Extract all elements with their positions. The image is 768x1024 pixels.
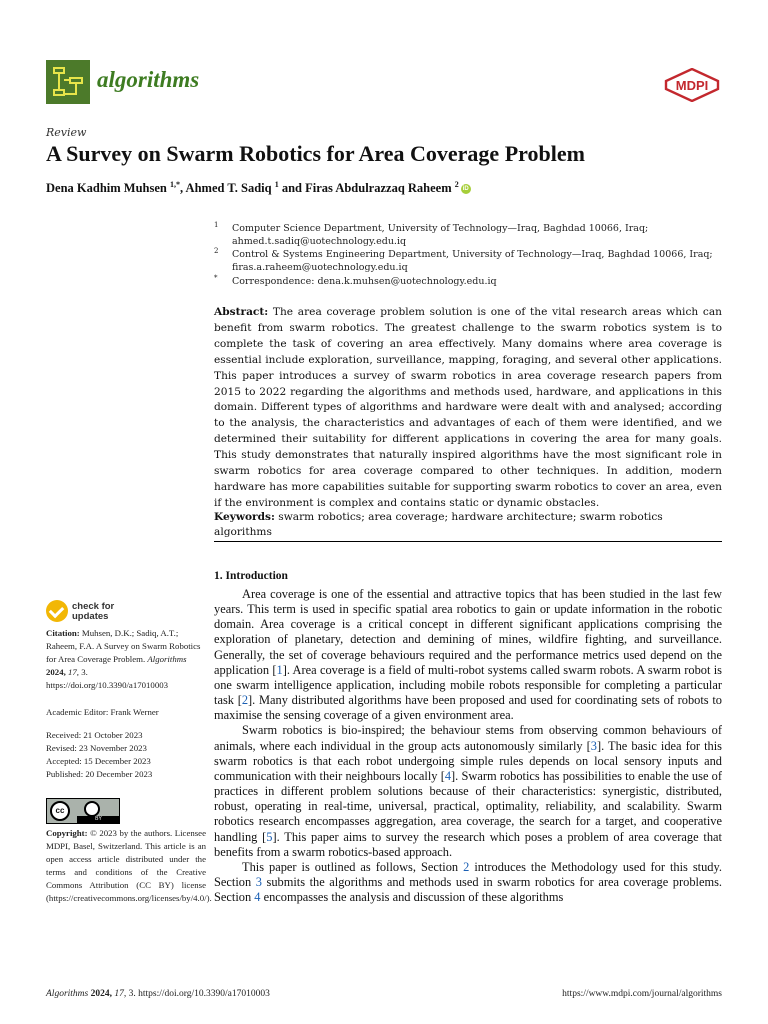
keywords-label: Keywords:	[214, 511, 275, 523]
checkmark-icon	[46, 600, 68, 622]
footer-doi[interactable]: 3. https://doi.org/10.3390/a17010003	[128, 989, 270, 999]
citation-block	[46, 627, 206, 692]
paragraph	[214, 587, 722, 723]
mdpi-logo	[664, 68, 720, 102]
paragraph	[214, 860, 722, 905]
abstract-text: The area coverage problem solution is one of the vital research areas which can benefit from swarm robotics. The greatest challenge to the swarm robotics system is to complete the task of covering an area effectively. Many domains where area coverage is essential include exploration, surveillance, mapping, foraging, and several other applications. This paper introduces a survey of swarm robotics in area coverage research papers from 2015 to 2022 regarding the algorithms and methods used, hardware, and applications in this domain. Different types of algorithms and hardware were dealt with and analysed; according to the analysis, the characteristics and advantages of each of them were identified, and we determined their suitability for different applications in covering the area for many goals. This study demonstrates that naturally inspired algorithms have the most significant role in swarm robotics for area coverage compared to other techniques. In addition, modern hardware has more capabilities suitable for supporting swarm robotics to cover an area, even if the environment is complex and contains static or dynamic obstacles.	[214, 306, 723, 509]
copyright-block	[46, 827, 212, 905]
citation-volume: 17,	[68, 667, 79, 677]
author-superscript: 1	[274, 180, 279, 189]
journal-logo-icon	[46, 60, 90, 104]
section-link[interactable]: 4	[254, 890, 261, 905]
footer-journal: Algorithms	[46, 989, 89, 999]
affiliation-number: 1	[214, 221, 219, 229]
footer-year: 2024,	[90, 989, 112, 999]
author-name[interactable]: Firas Abdulrazzaq Raheem	[305, 181, 452, 196]
affiliation-email[interactable]: ahmed.t.sadiq@uotechnology.edu.iq	[232, 236, 407, 248]
text-run: Area coverage is one of the essential and attractive topics that has been studied in the last few years. This term is used in specific spatial area robotics to gain or update information in the robotic domain. Area coverage is a critical concept in different significant applications comprising the exploration of planetary, detection and demining of mines, wildfire fighting, and surveillance. Generally, the set of coverage behaviours required and the performance metrics used depend on the application [	[214, 587, 722, 677]
dates-block	[46, 729, 206, 781]
text-run: ]. Area coverage is a field of multi-robot systems called swarm robots. A swarm robot is one swarm intelligence application, including mobile robots responsible for completing a particular task [	[214, 662, 722, 708]
cc-icon: cc	[50, 801, 70, 821]
accepted-date: Accepted: 15 December 2023	[46, 756, 151, 766]
journal-name: algorithms	[97, 67, 200, 92]
cc-by-license-badge[interactable]	[46, 798, 120, 824]
check-for-updates-button[interactable]	[46, 600, 176, 624]
correspondence	[214, 275, 734, 288]
footer-journal-url[interactable]: https://www.mdpi.com/journal/algorithms	[562, 989, 722, 999]
check-line-1: check for	[72, 601, 115, 612]
person-icon	[84, 801, 100, 817]
affiliation-email[interactable]: firas.a.raheem@uotechnology.edu.iq	[232, 262, 408, 274]
text-run: ]. Swarm robotics has possibilities to enable the use of practices in different problem solutions because of their characteristics: synergistic, distributed, robust, operating in real-time, universal, practical, optimality, reliability, and scalability. Swarm robotics research encompasses aggregation, area coverage, the search for a target, and cooperative handling [	[214, 768, 722, 844]
citation-text: Muhsen, D.K.; Sadiq, A.T.; Raheem, F.A. A Survey on Swarm Robotics for Area Coverage Problem.	[46, 628, 201, 664]
article-title: A Survey on Swarm Robotics for Area Coverage Problem	[46, 141, 585, 166]
article-type: Review	[46, 126, 87, 139]
paragraph	[214, 723, 722, 859]
author-superscript: 1,*	[169, 180, 180, 189]
affiliation-text: Control & Systems Engineering Department, University of Technology—Iraq, Baghdad 10066, Iraq;	[232, 249, 713, 260]
affiliation-text: Computer Science Department, University of Technology—Iraq, Baghdad 10066, Iraq;	[232, 223, 649, 234]
body-text	[214, 587, 722, 905]
citation-link[interactable]: 1	[276, 662, 283, 677]
text-run: ]. Many distributed algorithms have been proposed and used for coordinating sets of robots to maximise the sensing coverage of a given environment area.	[214, 693, 722, 723]
keywords	[214, 510, 722, 540]
author-list: Dena Kadhim Muhsen $^{1,*}$, Ahmed T. Sadiq $^1$ and Firas Abdulrazzaq Raheem $^2$iD	[46, 180, 469, 196]
divider	[214, 541, 722, 542]
footer-citation	[46, 989, 270, 999]
text-run: introduces the Methodology used for this study. Section	[214, 859, 722, 889]
citation-link[interactable]: 2	[241, 693, 249, 708]
affiliation-1	[214, 222, 734, 248]
footer-volume: 17,	[114, 989, 127, 999]
check-line-2: updates	[72, 611, 109, 622]
academic-editor: Academic Editor: Frank Werner	[46, 707, 159, 717]
copyright-label: Copyright:	[46, 828, 88, 838]
received-date: Received: 21 October 2023	[46, 730, 143, 740]
section-link[interactable]: 2	[463, 859, 470, 874]
section-link[interactable]: 3	[255, 874, 262, 889]
citation-link[interactable]: 4	[444, 768, 452, 783]
affiliation-number: 2	[214, 247, 219, 255]
text-run: submits the algorithms and methods used in swarm robotics for area coverage problems. Section	[214, 874, 723, 905]
copyright-text: © 2023 by the authors. Licensee MDPI, Basel, Switzerland. This article is an open access article distributed under the terms and conditions of the Creative Commons Attribution (CC BY) license (https://creativecommons.org/licenses/by/4.0/).	[46, 828, 212, 903]
citation-label: Citation:	[46, 628, 80, 638]
text-run: Swarm robotics is bio-inspired; the behaviour stems from observing common behaviours of animals, where each individual in the group acts autonomously similarly [	[214, 723, 722, 753]
text-run: ]. The basic idea for this swarm robotics is that each robot undergoing simple rules depends on local sensory inputs and communication with their neighbours locally [	[214, 738, 722, 783]
citation-doi[interactable]: 3. https://doi.org/10.3390/a17010003	[46, 667, 169, 690]
author-name[interactable]: Dena Kadhim Muhsen	[46, 181, 167, 196]
orcid-icon[interactable]: iD	[462, 186, 469, 193]
section-heading: 1. Introduction	[214, 570, 288, 582]
affiliation-2	[214, 248, 734, 274]
affiliation-number: *	[214, 274, 218, 282]
keywords-text: swarm robotics; area coverage; hardware architecture; swarm robotics algorithms	[214, 511, 663, 538]
citation-link[interactable]: 3	[590, 738, 597, 753]
citation-link[interactable]: 5	[266, 829, 273, 844]
text-run: ]. This paper aims to survey the research which poses a problem of area coverage that benefits from a swarm robotics-based approach.	[214, 829, 722, 859]
citation-journal: Algorithms	[147, 654, 187, 664]
abstract	[214, 305, 722, 512]
mdpi-logo-text: MDPI	[675, 78, 709, 93]
text-run: This paper is outlined as follows, Section	[242, 859, 464, 874]
check-for-updates-label	[72, 602, 114, 622]
citation-year: 2024,	[46, 667, 66, 677]
by-label: BY	[77, 816, 120, 823]
correspondence-text[interactable]: Correspondence: dena.k.muhsen@uotechnology.edu.iq	[232, 276, 497, 287]
author-superscript: 2	[454, 180, 459, 189]
abstract-label: Abstract:	[214, 306, 269, 318]
text-run: encompasses the analysis and discussion of these algorithms	[260, 890, 564, 905]
revised-date: Revised: 23 November 2023	[46, 743, 147, 753]
author-name[interactable]: Ahmed T. Sadiq	[185, 181, 272, 196]
published-date: Published: 20 December 2023	[46, 769, 153, 779]
